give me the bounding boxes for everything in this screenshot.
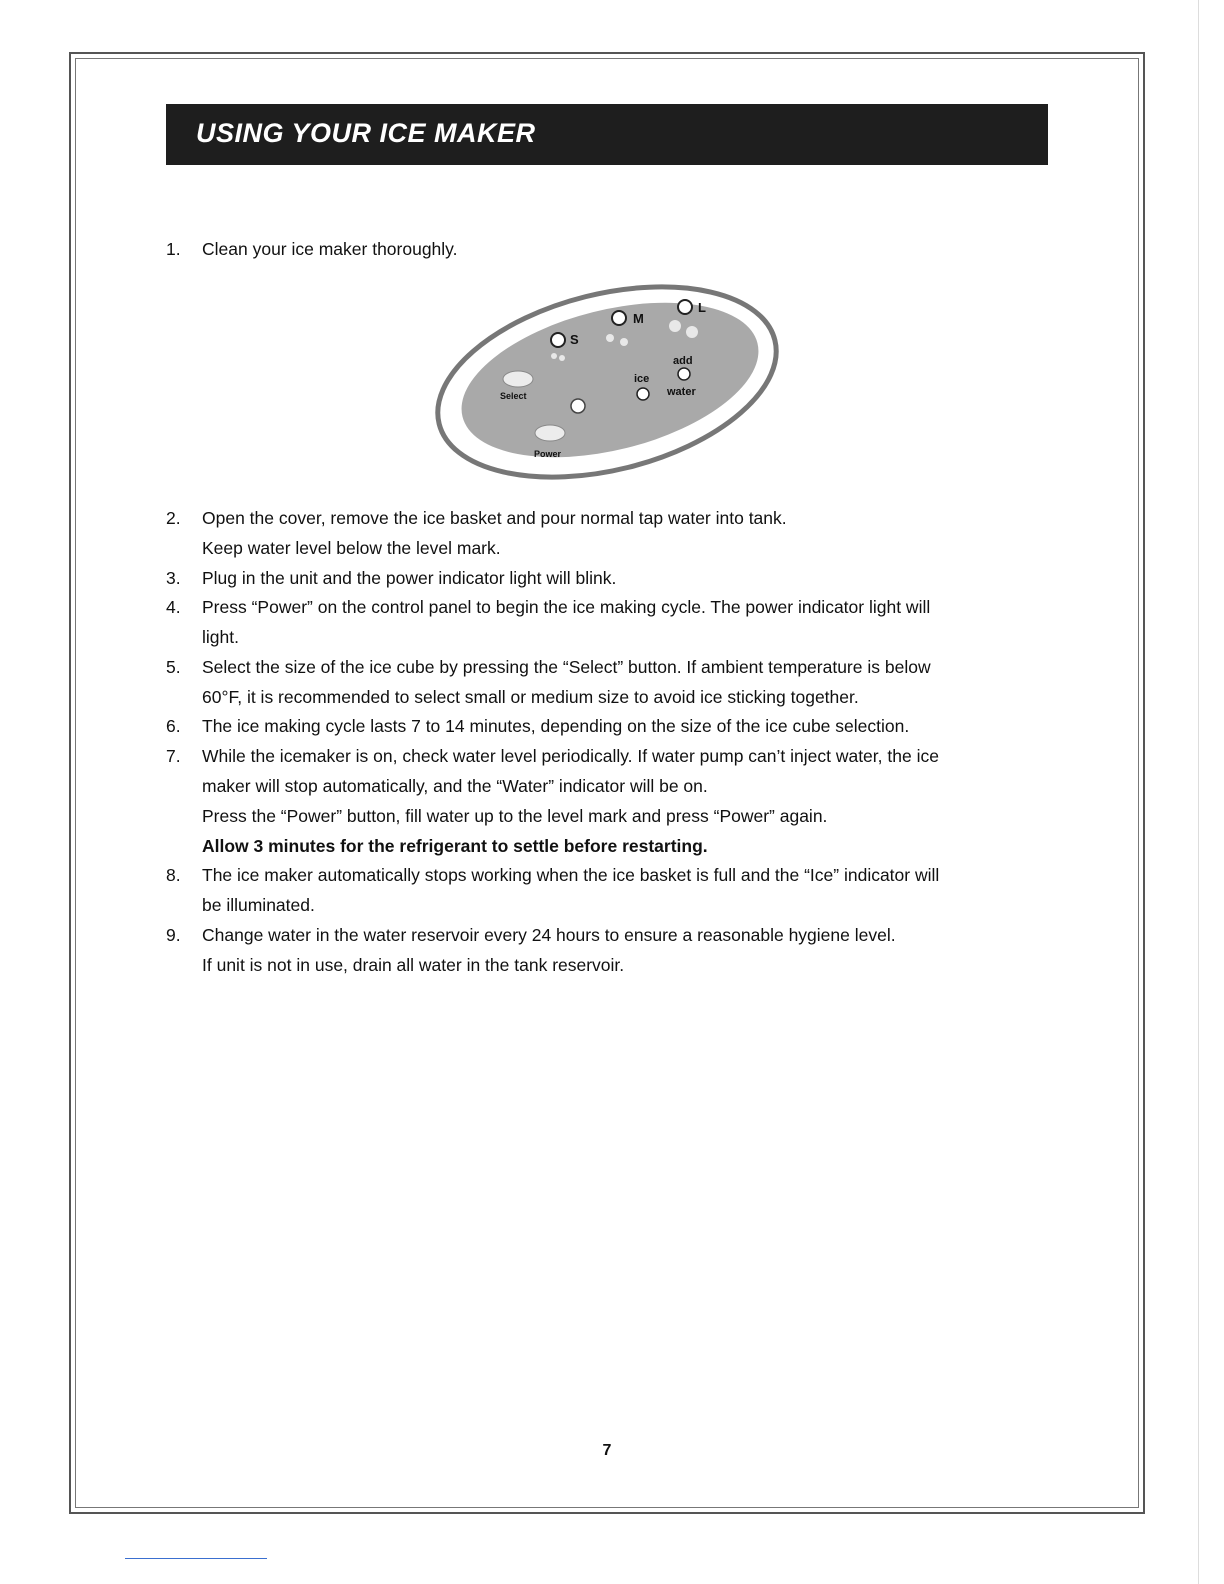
step-text: be illuminated. [202, 895, 315, 915]
step-text: Select the size of the ice cube by pressing the “Select” button. If ambient temperature is below [202, 657, 931, 677]
step-text: light. [202, 627, 239, 647]
step-number: 6. [166, 716, 181, 736]
step-1 [166, 234, 1056, 264]
step-6 [166, 711, 1056, 741]
page-number: 7 [602, 1442, 612, 1459]
select-label: Select [500, 391, 527, 401]
water-label: water [667, 386, 696, 398]
step-number: 3. [166, 568, 181, 588]
step-text: Change water in the water reservoir every 24 hours to ensure a reasonable hygiene level. [202, 925, 896, 945]
step-3 [166, 563, 1056, 593]
step-number: 4. [166, 597, 181, 617]
step-number: 2. [166, 508, 181, 528]
step-text: Open the cover, remove the ice basket and pour normal tap water into tank. [202, 508, 787, 528]
step-text: The ice maker automatically stops working when the ice basket is full and the “Ice” indicator will [202, 865, 940, 885]
step-5 [166, 652, 1056, 712]
step-number: 5. [166, 657, 181, 677]
step-8 [166, 860, 1056, 920]
step-2 [166, 503, 1056, 563]
step-9 [166, 920, 1056, 980]
step-number: 7. [166, 746, 181, 766]
size-large-label: L [698, 300, 706, 315]
step-text: Press the “Power” button, fill water up to the level mark and press “Power” again. [202, 806, 828, 826]
power-label: Power [534, 449, 562, 459]
bottom-underline [125, 1558, 267, 1559]
size-medium-label: M [633, 311, 644, 326]
step-number: 8. [166, 865, 181, 885]
control-panel-illustration [430, 276, 785, 488]
step-text: 60°F, it is recommended to select small or medium size to avoid ice sticking together. [202, 687, 859, 707]
ice-label: ice [634, 373, 650, 385]
step-warning-text: Allow 3 minutes for the refrigerant to settle before restarting. [202, 836, 708, 856]
power-indicator-light [571, 399, 585, 413]
select-button [503, 371, 533, 387]
step-text: maker will stop automatically, and the “Water” indicator will be on. [202, 776, 708, 796]
size-small-label: S [570, 332, 579, 347]
step-number: 9. [166, 925, 181, 945]
step-text: The ice making cycle lasts 7 to 14 minutes, depending on the size of the ice cube selection. [202, 716, 910, 736]
section-title: USING YOUR ICE MAKER [196, 118, 536, 148]
section-header-bar [166, 104, 1048, 165]
step-7 [166, 741, 1056, 861]
add-label: add [673, 355, 693, 367]
step-text: Press “Power” on the control panel to begin the ice making cycle. The power indicator light will [202, 597, 931, 617]
step-4 [166, 592, 1056, 652]
step-text: Clean your ice maker thoroughly. [202, 239, 458, 259]
step-text: If unit is not in use, drain all water in the tank reservoir. [202, 955, 625, 975]
add-water-indicator [678, 368, 690, 380]
step-number: 1. [166, 239, 181, 259]
step-text: While the icemaker is on, check water level periodically. If water pump can’t inject water, the ice [202, 746, 939, 766]
power-button [535, 425, 565, 441]
step-text: Plug in the unit and the power indicator light will blink. [202, 568, 617, 588]
page-edge-line [1198, 0, 1199, 1584]
step-text: Keep water level below the level mark. [202, 538, 501, 558]
ice-full-indicator [637, 388, 649, 400]
